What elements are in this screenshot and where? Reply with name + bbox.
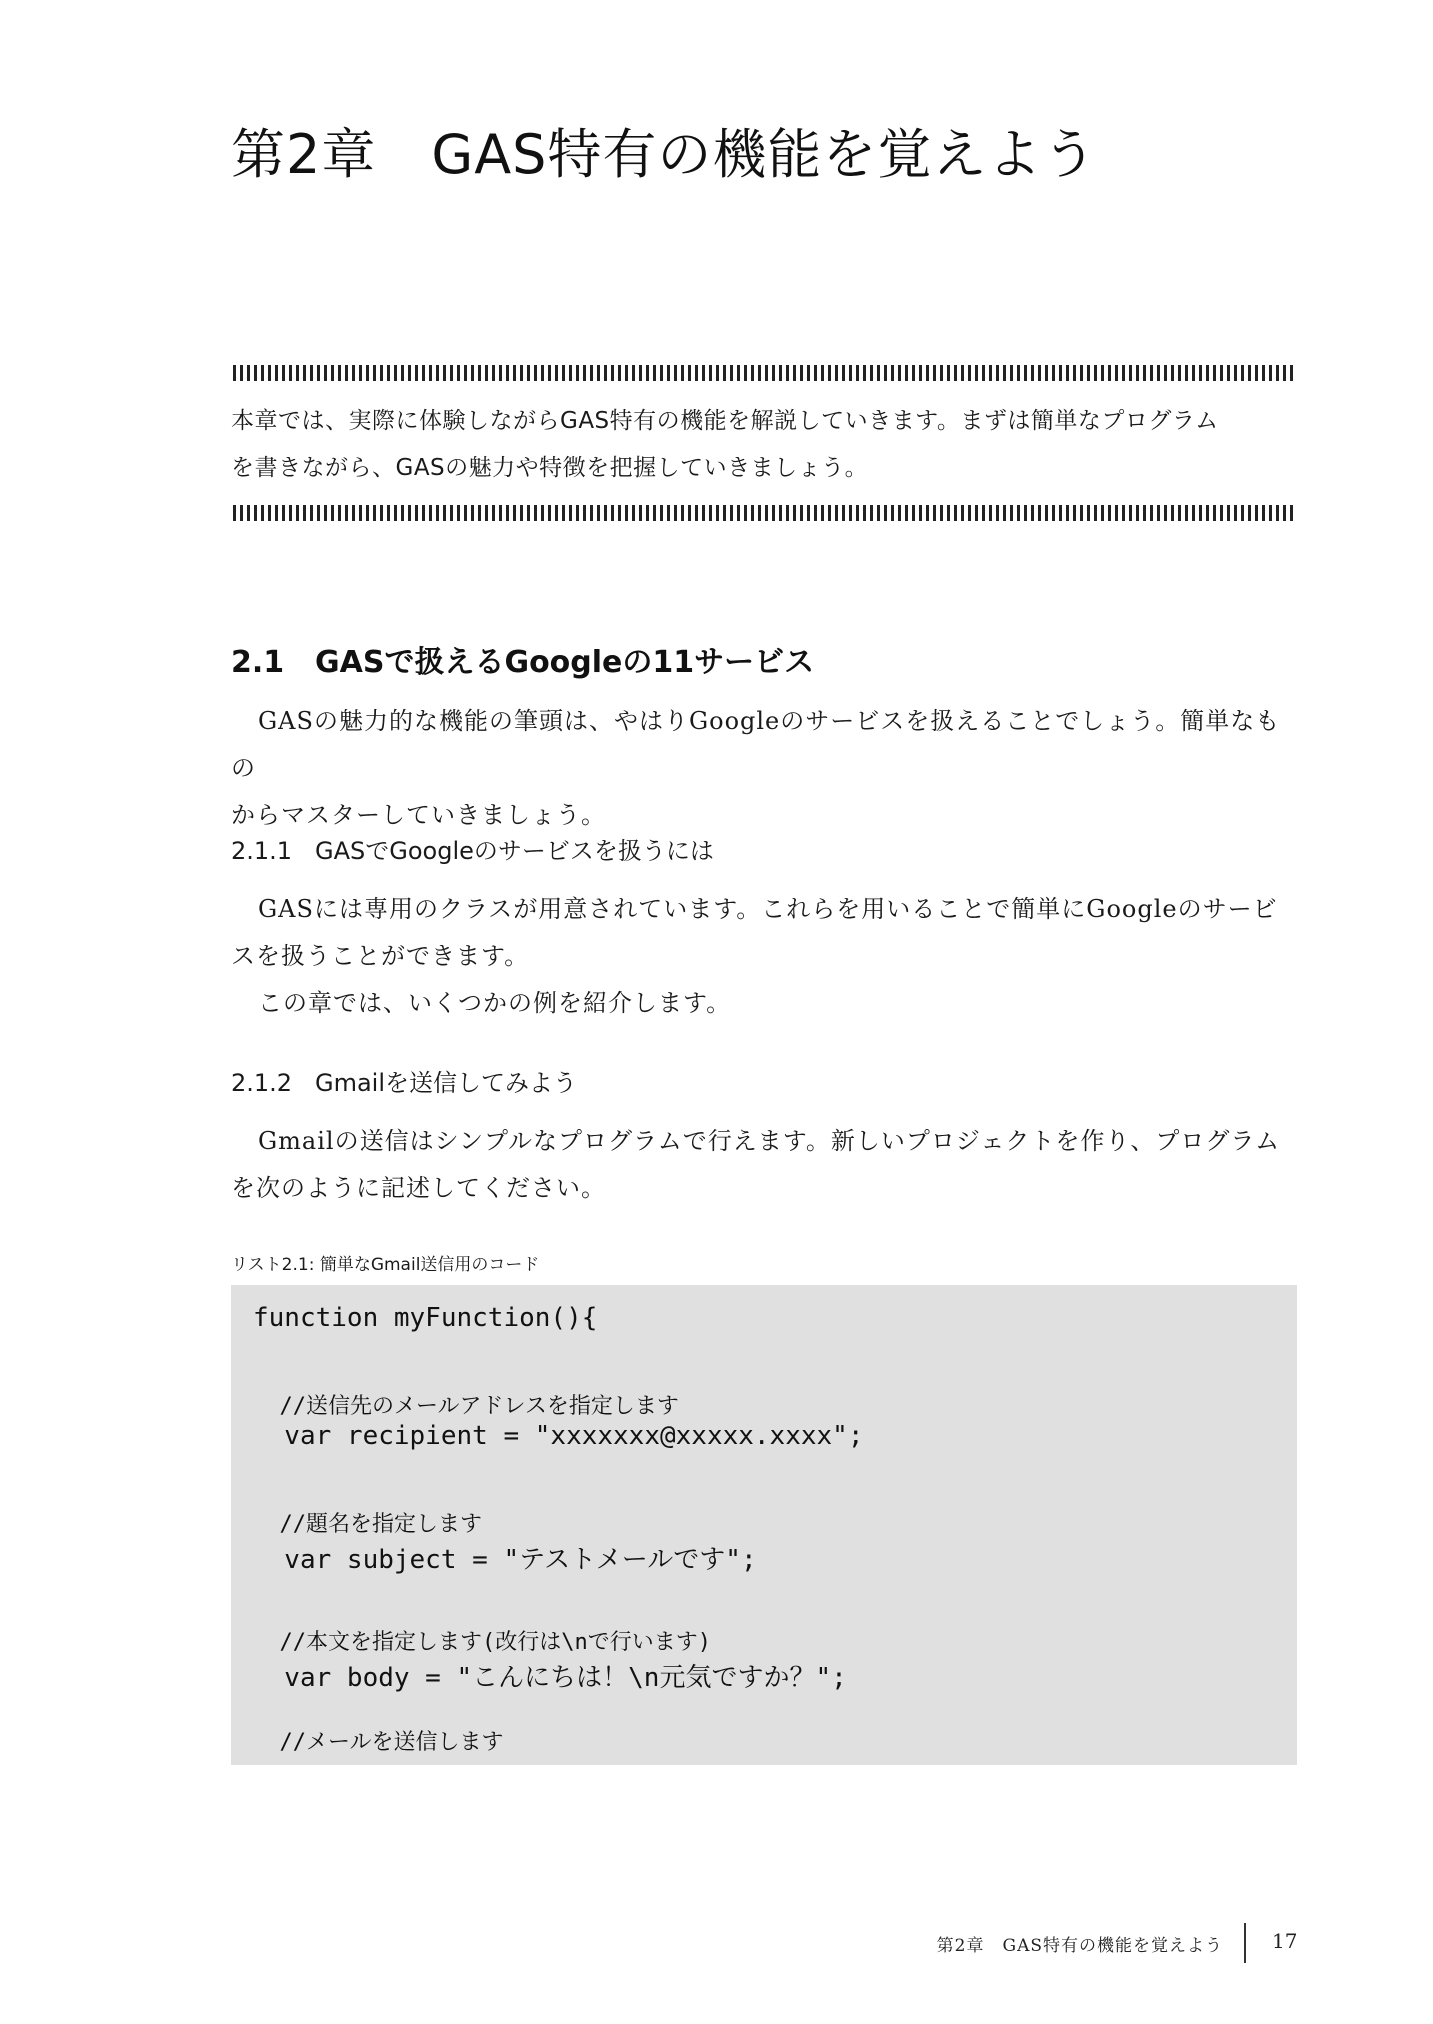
subsection-number: 2.1.2 xyxy=(231,1069,293,1097)
paragraph-line: GASには専用のクラスが用意されています。これらを用いることで簡単にGoogleのサービ xyxy=(258,895,1278,923)
chapter-title: 第2章 GAS特有の機能を覚えよう xyxy=(231,123,1098,186)
code-comment: //メールを送信します xyxy=(253,1730,504,1755)
section-heading xyxy=(231,637,814,681)
subsection-paragraph xyxy=(231,886,1301,1027)
intro-bottom-rule xyxy=(233,505,1293,521)
running-title: 第2章 GAS特有の機能を覚えよう xyxy=(936,1936,1223,1956)
paragraph-line: を次のように記述してください。 xyxy=(231,1174,606,1202)
subsection-number: 2.1.1 xyxy=(231,837,293,865)
subsection-title: GASでGoogleのサービスを扱うには xyxy=(315,837,714,865)
chapter-intro xyxy=(231,398,1301,492)
subsection-title: Gmailを送信してみよう xyxy=(315,1069,578,1097)
subsection-heading xyxy=(231,1063,577,1098)
page-number: 17 xyxy=(1272,1929,1298,1953)
code-line: var recipient = "xxxxxxx@xxxxx.xxxx"; xyxy=(253,1421,864,1451)
intro-line: を書きながら、GASの魅力や特徴を把握していきましょう。 xyxy=(231,455,869,481)
code-comment: //本文を指定します(改行は\nで行います) xyxy=(253,1630,711,1655)
code-block xyxy=(231,1285,1297,1765)
paragraph-line: Gmailの送信はシンプルなプログラムで行えます。新しいプロジェクトを作り、プログラム xyxy=(258,1127,1281,1155)
code-line: var subject = "テストメールです"; xyxy=(253,1545,757,1575)
section-paragraph xyxy=(231,698,1301,839)
page-footer xyxy=(0,1923,1433,1963)
intro-top-rule xyxy=(233,365,1293,381)
subsection-heading xyxy=(231,831,714,866)
subsection-paragraph xyxy=(231,1118,1301,1212)
section-number: 2.1 xyxy=(231,645,285,680)
listing-caption: リスト2.1: 簡単なGmail送信用のコード xyxy=(231,1255,540,1275)
code-line: var body = "こんにちは！\n元気ですか？"; xyxy=(253,1663,847,1693)
paragraph-line: この章では、いくつかの例を紹介します。 xyxy=(258,989,732,1017)
section-title: GASで扱えるGoogleの11サービス xyxy=(315,645,815,680)
paragraph-line: からマスターしていきましょう。 xyxy=(231,801,606,829)
intro-line: 本章では、実際に体験しながらGAS特有の機能を解説していきます。まずは簡単なプログラム xyxy=(231,408,1219,434)
paragraph-line: GASの魅力的な機能の筆頭は、やはりGoogleのサービスを扱えることでしょう。簡単なもの xyxy=(231,707,1281,782)
code-comment: //題名を指定します xyxy=(253,1512,482,1537)
code-comment: //送信先のメールアドレスを指定します xyxy=(253,1394,679,1419)
code-line: function myFunction(){ xyxy=(253,1303,598,1333)
paragraph-line: スを扱うことができます。 xyxy=(231,942,530,970)
footer-divider xyxy=(1244,1923,1246,1963)
